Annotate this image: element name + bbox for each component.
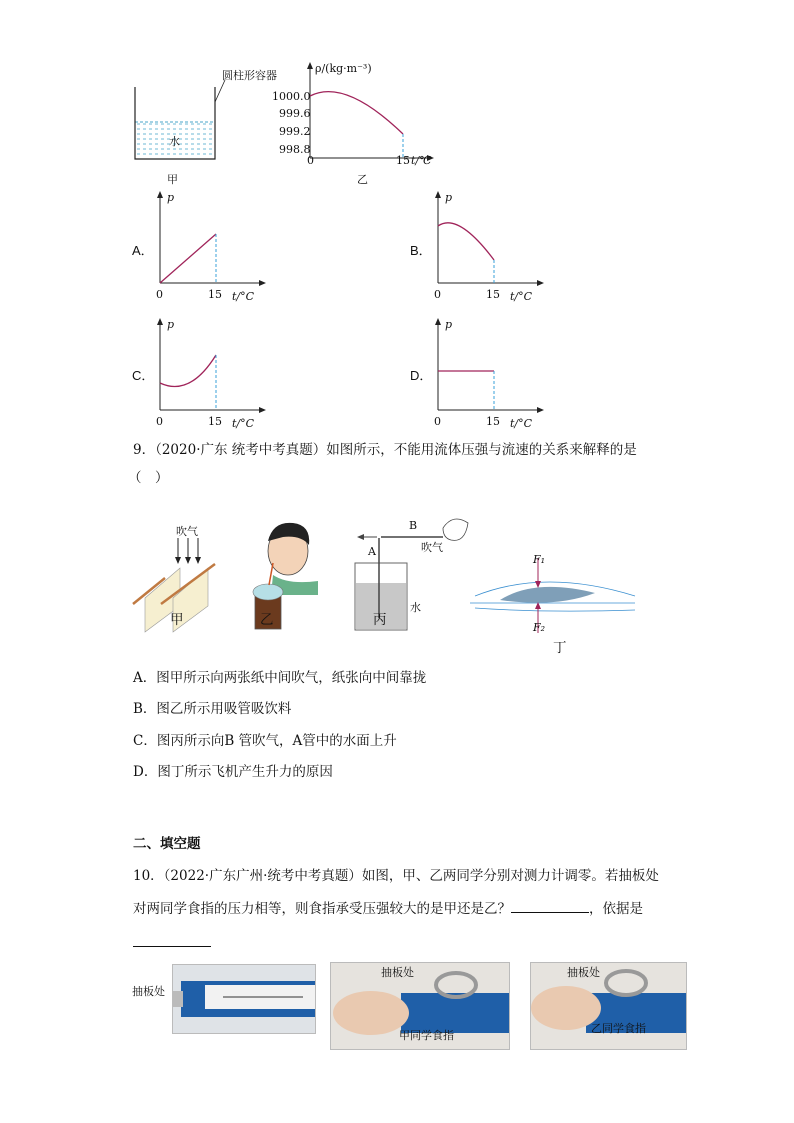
option-letter: B． [410,243,432,258]
tube-a-label: A [368,545,376,558]
q9-figures [125,508,645,658]
density-ylabel: ρ/(kg·m⁻³) [315,62,372,75]
q10-photo-3 [530,962,687,1050]
xtick-0: 0 [307,154,314,167]
section-heading: 二、填空题 [133,836,201,852]
q9-option-a: A．图甲所示向两张纸中间吹气，纸张向中间靠拢 [133,670,427,686]
ytick-1: 1000.0 [272,90,311,103]
q9-paren: （ ） [128,470,169,486]
fig-label-jia: 甲 [170,612,184,628]
option-letter: A． [132,243,154,258]
tick-0: 0 [156,288,163,301]
q10-line1: 10．（2022·广东广州·统考中考真题）如图，甲、乙两同学分别对测力计调零。若抽板处 [133,868,659,884]
tick-0: 0 [156,415,163,428]
spring-scale-photo [172,964,316,1034]
ytick-3: 999.2 [279,125,311,138]
water-label-2: 水 [410,601,421,614]
fig-label-bing: 丙 [373,612,387,628]
caption-jia: 甲 [167,173,178,186]
water-label: 水 [169,135,180,148]
photo1-label: 抽板处 [132,985,165,998]
q9-option-c: C．图丙所示向B 管吹气，A管中的水面上升 [133,733,397,749]
xtick-15: 15 [396,154,410,167]
q9-option-b: B．图乙所示用吸管吸饮料 [133,701,292,717]
axis-p: p [445,191,453,204]
axis-p: p [167,318,175,331]
axis-t: t/°C [510,290,533,303]
force-f2: F₂ [533,621,546,634]
answer-blank-2[interactable] [133,932,211,947]
fig-label-yi: 乙 [260,612,274,628]
tube-b-label: B [409,519,418,532]
option-graph-a [130,188,270,308]
blow-label: 吹气 [176,525,198,538]
boy-drinking-figure [243,513,328,638]
q10-line2-text: 对两同学食指的压力相等，则食指承受压强较大的是甲还是乙？ [133,901,511,917]
axis-p: p [445,318,453,331]
q9-option-d: D．图丁所示飞机产生升力的原因 [133,764,333,780]
ytick-2: 999.6 [279,107,311,120]
option-graph-b [408,188,548,308]
photo2-top-label: 抽板处 [381,966,414,979]
q10-line2-tail: ，依据是 [589,901,643,917]
photo3-top-label: 抽板处 [567,966,600,979]
q10-photo-2 [330,962,510,1050]
option-graph-d [408,315,548,435]
force-f1: F₁ [533,553,546,566]
q9-stem: 9．（2020·广东 统考中考真题）如图所示，不能用流体压强与流速的关系来解释的是 [133,442,637,458]
photo3-bottom-label: 乙同学食指 [591,1022,646,1035]
figure-density-yi [270,58,440,188]
axis-p: p [167,191,175,204]
tick-15: 15 [486,415,500,428]
density-xlabel: t/℃ [411,154,432,167]
q10-line2 [133,898,643,919]
axis-t: t/°C [510,417,533,430]
option-letter: C． [132,368,155,383]
axis-t: t/°C [232,417,255,430]
ytick-4: 998.8 [279,143,311,156]
tick-0: 0 [434,415,441,428]
q10-photo-1 [130,962,315,1034]
option-letter: D． [410,368,433,383]
tick-15: 15 [208,415,222,428]
caption-yi: 乙 [357,173,368,186]
tick-15: 15 [486,288,500,301]
fig-label-ding: 丁 [553,640,567,656]
tick-0: 0 [434,288,441,301]
axis-t: t/°C [232,290,255,303]
blow-label-2: 吹气 [421,541,443,554]
container-label: 圆柱形容器 [222,69,277,82]
airfoil-figure [465,548,645,638]
answer-blank-1[interactable] [511,898,589,913]
tick-15: 15 [208,288,222,301]
spring-scale-image [173,965,315,1033]
photo2-bottom-label: 甲同学食指 [399,1029,454,1042]
option-graph-c [130,315,270,435]
